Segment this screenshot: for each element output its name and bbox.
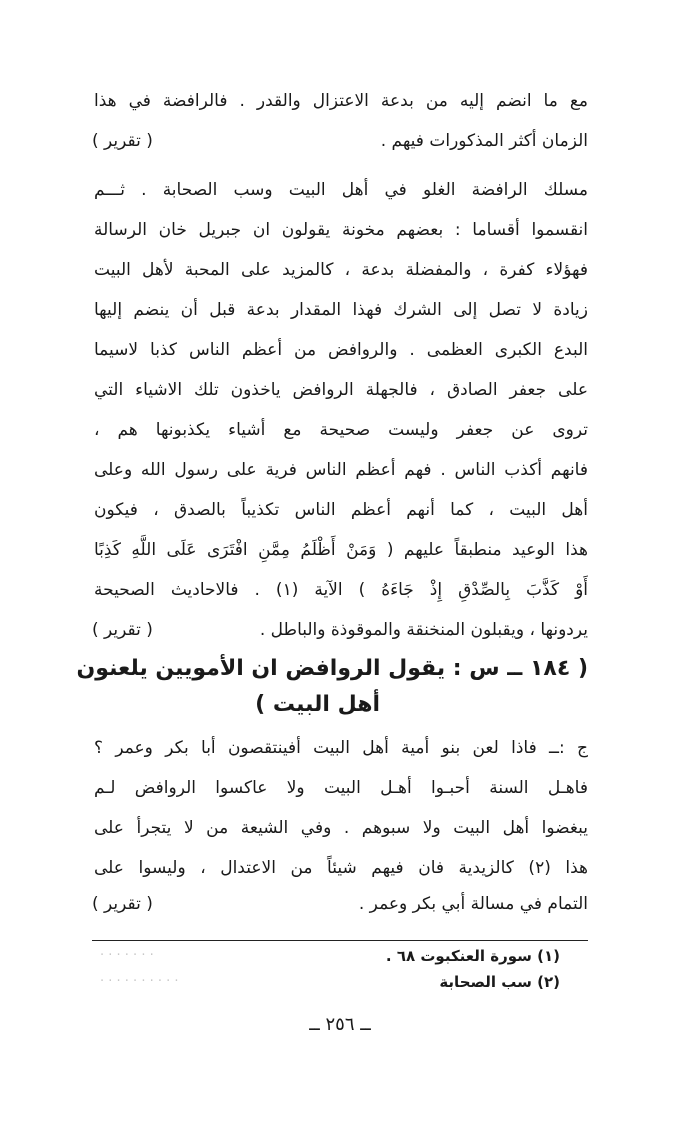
text-line: تروى عن جعفر وليست صحيحة مع أشياء يكذبونها هم ،	[94, 420, 588, 440]
taqrir-tag: ( تقرير )	[92, 620, 153, 640]
answer-line: ج :ــ فاذا لعن بنو أمية أهل البيت أفينتقصون أبا بكر وعمر ؟	[94, 738, 588, 758]
text-line: فهؤلاء كفرة ، والمفضلة بدعة ، كالمزيد على المحبة لأهل البيت	[94, 260, 588, 280]
page-number: ــ ٢٥٦ ــ	[309, 1014, 371, 1035]
answer-line: التمام في مسالة أبي بكر وعمر .	[358, 894, 588, 914]
footnote-2: (٢) سب الصحابة	[439, 973, 560, 991]
text-line: زيادة لا تصل إلى الشرك فهذا المقدار بدعة قبل أن ينضم إليها	[94, 300, 588, 320]
question-heading: ( ١٨٤ ــ س : يقول الروافض ان الأمويين يلعنون	[76, 656, 588, 681]
quran-verse-line: هذا الوعيد منطبقاً عليهم ( وَمَنْ أَظْلَمُ مِمَّنِ افْتَرَى عَلَى اللَّهِ كَذِبًا	[94, 540, 588, 560]
footnote-1: (١) سورة العنكبوت ٦٨ .	[385, 947, 560, 965]
text-line: يردونها ، ويقبلون المنخنقة والموقوذة والباطل .	[259, 620, 588, 640]
text-line: على جعفر الصادق ، فالجهلة الروافض ياخذون تلك الاشياء التي	[94, 380, 588, 400]
text-line: الزمان أكثر المذكورات فيهم .	[380, 131, 588, 151]
text-line: أهل البيت ، كما أنهم أعظم الناس تكذيباً بالصدق ، فيكون	[94, 500, 588, 520]
answer-line: فاهـل السنة أحبـوا أهـل البيت ولا عاكسوا الروافض لـم	[94, 778, 588, 798]
question-heading: أهل البيت )	[255, 692, 380, 717]
faded-bleed-text: · · · · · · · · · ·	[100, 974, 179, 989]
text-line: البدع الكبرى العظمى . والروافض من أعظم الناس كذبا لاسيما	[94, 340, 588, 360]
answer-line: هذا (٢) كالزيدية فان فيهم شيئاً من الاعتدال ، وليسوا على	[94, 858, 588, 878]
taqrir-tag: ( تقرير )	[92, 131, 153, 151]
text-line: انقسموا أقساما : بعضهم مخونة يقولون ان جبريل خان الرسالة	[94, 220, 588, 240]
text-line: مسلك الرافضة الغلو في أهل البيت وسب الصحابة . ثـــم	[94, 180, 588, 200]
faded-bleed-text: · · · · · · ·	[100, 948, 154, 963]
answer-line: يبغضوا أهل البيت ولا سبوهم . وفي الشيعة من لا يتجرأ على	[94, 818, 588, 838]
text-line: فانهم أكذب الناس . فهم أعظم الناس فرية على رسول الله وعلى	[94, 460, 588, 480]
text-line: مع ما انضم إليه من بدعة الاعتزال والقدر . فالرافضة في هذا	[94, 91, 588, 111]
footnote-divider	[92, 940, 588, 941]
quran-verse-line: أَوْ كَذَّبَ بِالصِّدْقِ إِذْ جَاءَهُ ) الآية (١) . فالاحاديث الصحيحة	[94, 580, 588, 600]
taqrir-tag: ( تقرير )	[92, 894, 153, 914]
